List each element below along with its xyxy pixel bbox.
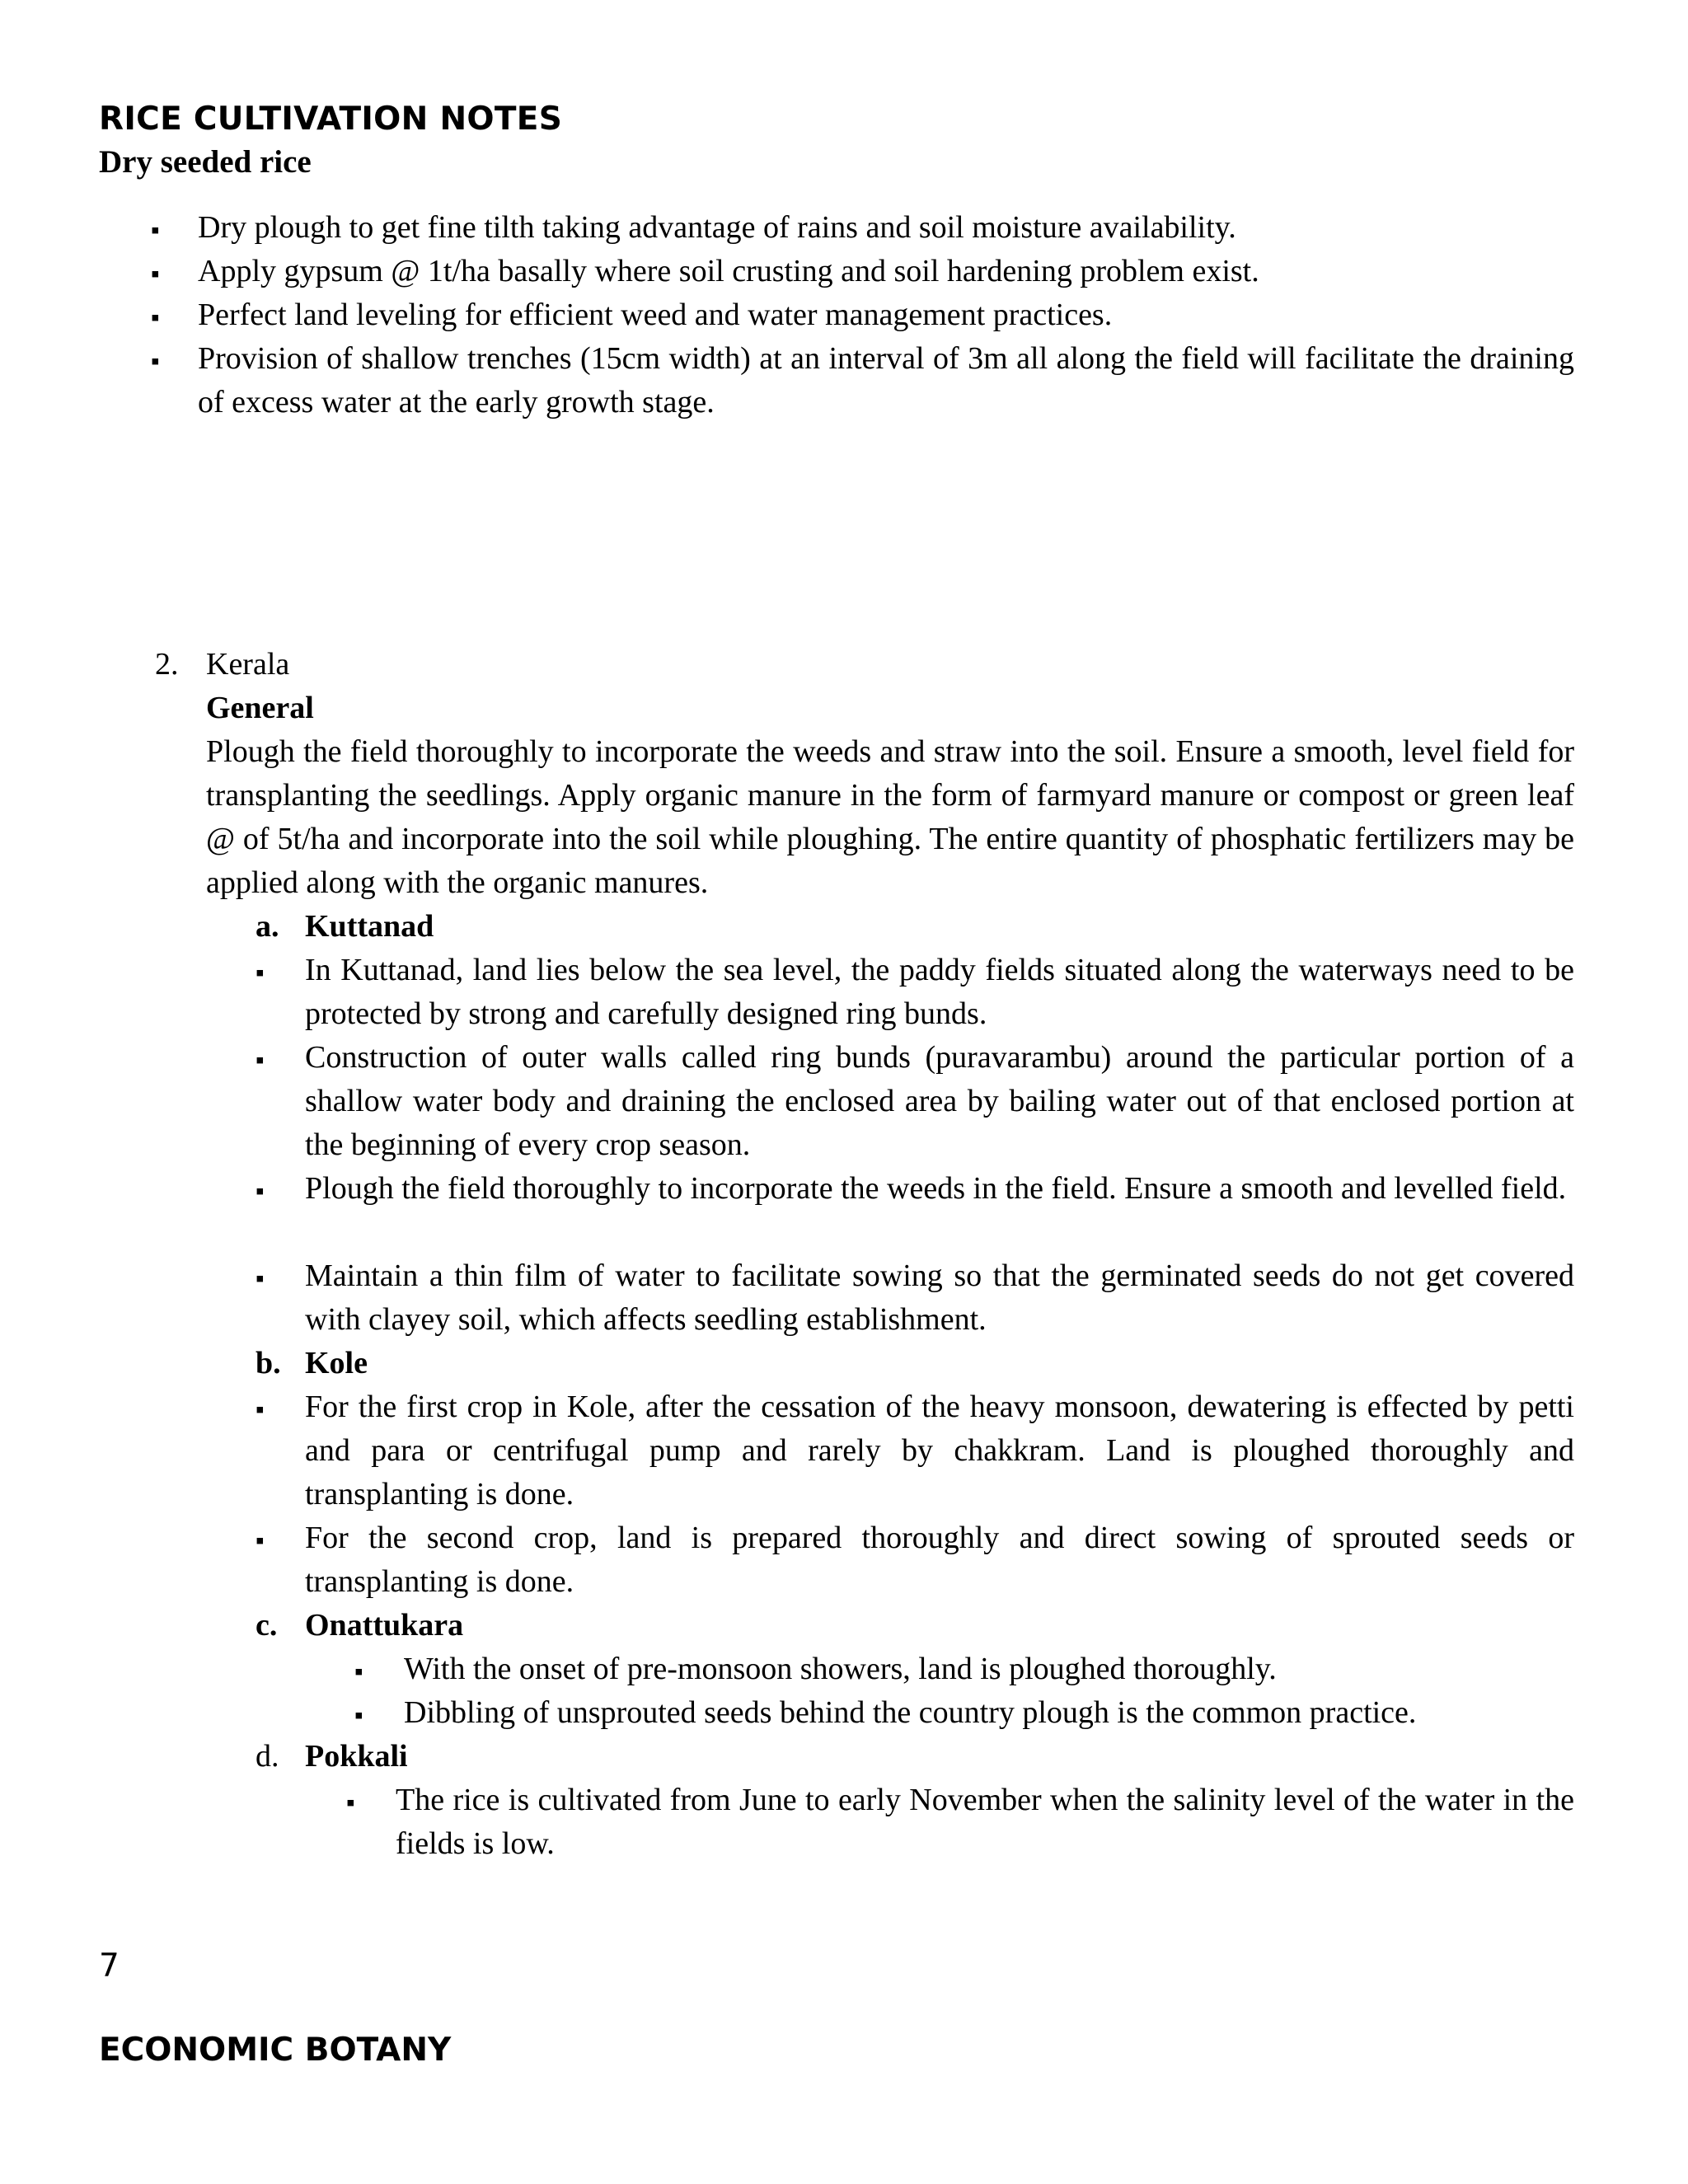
list-item: Perfect land leveling for efficient weed and water management practices. (198, 298, 1113, 332)
list-item: The rice is cultivated from June to early November when the salinity level of the water in the fields is low. (396, 1783, 1574, 1861)
list-item: For the second crop, land is prepared thoroughly and direct sowing of sprouted seeds or transplanting is done. (305, 1521, 1574, 1599)
subsection-letter: b. (256, 1346, 281, 1380)
list-item: Maintain a thin film of water to facilitate sowing so that the germinated seeds do not get covered with clayey soil, which affects seedling establishment. (305, 1258, 1574, 1337)
subsection-heading: Kuttanad (305, 909, 434, 944)
bullet-icon: ▪ (354, 1658, 363, 1685)
subsection-letter: c. (256, 1608, 278, 1643)
list-item: For the first crop in Kole, after the cessation of the heavy monsoon, dewatering is effected by petti and para or centrifugal pump and rarely by chakkram. Land is ploughed thoroughly and transplanting is done. (305, 1390, 1574, 1511)
section-title: Dry seeded rice (99, 144, 312, 180)
list-item: Provision of shallow trenches (15cm width) at an interval of 3m all along the field will facilitate the draining of excess water at the early growth stage. (198, 341, 1574, 419)
list-item: Construction of outer walls called ring bunds (puravarambu) around the particular portion of a shallow water body and draining the enclosed area by bailing water out of that enclosed portion at the beginning of every crop season. (305, 1040, 1574, 1162)
bullet-icon: ▪ (151, 217, 160, 244)
bullet-icon: ▪ (256, 1178, 265, 1205)
bullet-icon: ▪ (151, 260, 160, 288)
bullet-icon: ▪ (256, 1047, 265, 1074)
list-number: 2. (155, 647, 179, 682)
bullet-icon: ▪ (256, 1396, 265, 1423)
bullet-icon: ▪ (256, 959, 265, 987)
list-item: With the onset of pre-monsoon showers, land is ploughed thoroughly. (404, 1652, 1277, 1686)
bullet-icon: ▪ (354, 1702, 363, 1729)
subsection-heading: Onattukara (305, 1608, 464, 1643)
document-title: RICE CULTIVATION NOTES (99, 101, 563, 138)
general-paragraph: Plough the field thoroughly to incorporate the weeds and straw into the soil. Ensure a smooth, level field for transplanting the seedlings. Apply organic manure in the form of farmyard manure or compost or green leaf @ of 5t/ha and incorporate into the soil while ploughing. The entire quantity of phosphatic fertilizers may be applied along with the organic manures. (206, 734, 1574, 900)
list-item: Dibbling of unsprouted seeds behind the country plough is the common practice. (404, 1695, 1417, 1730)
subsection-letter: d. (256, 1739, 279, 1774)
bullet-icon: ▪ (151, 304, 160, 331)
list-item: Apply gypsum @ 1t/ha basally where soil crusting and soil hardening problem exist. (198, 254, 1259, 288)
subsection-title: Kerala (206, 647, 290, 682)
list-item: In Kuttanad, land lies below the sea level, the paddy fields situated along the waterways need to be protected by strong and carefully designed ring bunds. (305, 953, 1574, 1031)
bullet-icon: ▪ (151, 348, 160, 375)
footer-title: ECONOMIC BOTANY (99, 2032, 452, 2069)
bullet-icon: ▪ (256, 1265, 265, 1292)
subsection-letter: a. (256, 909, 279, 944)
bullet-icon: ▪ (346, 1789, 355, 1816)
bullet-icon: ▪ (256, 1527, 265, 1554)
page-number: 7 (99, 1947, 120, 1985)
list-item: Dry plough to get fine tilth taking advantage of rains and soil moisture availability. (198, 210, 1236, 245)
general-heading: General (206, 691, 314, 725)
list-item: Plough the field thoroughly to incorporate the weeds in the field. Ensure a smooth and levelled field. (305, 1171, 1567, 1206)
subsection-heading: Kole (305, 1346, 368, 1380)
subsection-heading: Pokkali (305, 1739, 408, 1774)
